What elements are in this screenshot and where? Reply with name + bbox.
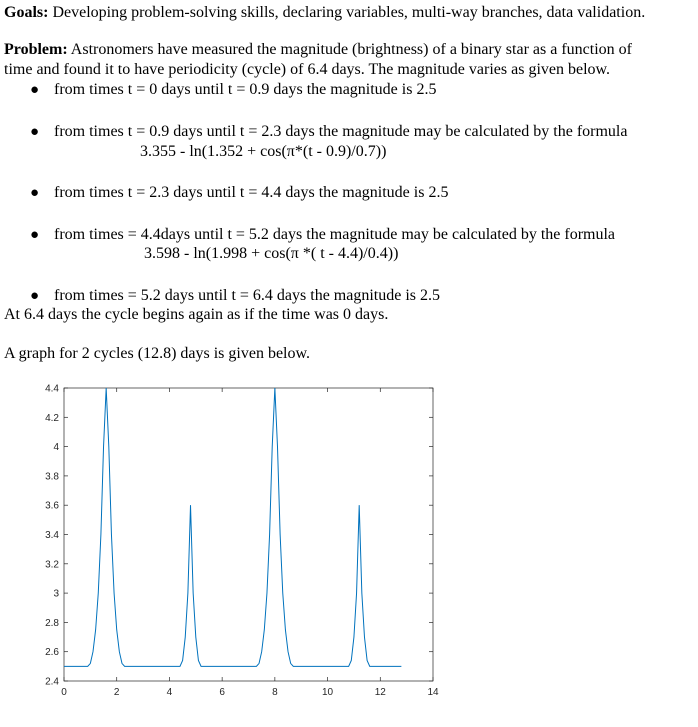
goals-line: [4, 4, 645, 22]
bullet-item-3: [30, 184, 448, 202]
bullet-icon: ●: [30, 288, 40, 304]
bullet-text-5: from times = 5.2 days until t = 6.4 days the magnitude is 2.5: [54, 287, 441, 304]
y-tick-label: 3.4: [45, 530, 59, 541]
y-tick-label: 3.2: [45, 559, 59, 571]
x-tick-label: 12: [374, 687, 386, 698]
bullet-icon: ●: [30, 185, 40, 201]
x-tick-label: 4: [166, 687, 173, 698]
formula-1: 3.355 - ln(1.352 + cos(π*(t - 0.9)/0.7)): [140, 143, 387, 160]
bullet-icon: ●: [30, 227, 40, 243]
cycle-note: At 6.4 days the cycle begins again as if the time was 0 days.: [4, 306, 389, 323]
x-tick-label: 6: [219, 687, 225, 698]
x-tick-label: 2: [113, 687, 120, 698]
goals-label: Goals:: [4, 4, 49, 21]
y-tick-label: 4.2: [45, 412, 59, 424]
bullet-item-2: [30, 123, 627, 141]
problem-label: Problem:: [4, 41, 68, 58]
bullet-icon: ●: [30, 124, 40, 140]
x-tick-label: 0: [61, 687, 67, 698]
bullet-text-1: from times t = 0 days until t = 0.9 days the magnitude is 2.5: [54, 81, 437, 98]
y-tick-label: 3.8: [45, 471, 59, 483]
bullet-text-3: from times t = 2.3 days until t = 4.4 days the magnitude is 2.5: [54, 184, 449, 201]
magnitude-chart: [0, 372, 460, 712]
bullet-item-4: [30, 226, 615, 244]
y-tick-label: 3: [53, 588, 59, 600]
bullet-item-5: [30, 287, 440, 305]
bullet-text-4: from times = 4.4days until t = 5.2 days the magnitude may be calculated by the formula: [54, 226, 616, 243]
plot-area: [64, 388, 433, 681]
x-tick-label: 8: [272, 687, 278, 698]
problem-line-2: time and found it to have periodicity (cycle) of 6.4 days. The magnitude varies as given below.: [4, 61, 611, 78]
graph-intro: A graph for 2 cycles (12.8) days is given below.: [4, 345, 310, 362]
y-tick-label: 2.4: [45, 676, 59, 688]
goals-text: Developing problem-solving skills, declaring variables, multi-way branches, data validation.: [48, 4, 646, 21]
x-tick-label: 10: [322, 687, 334, 698]
bullet-text-2: from times t = 0.9 days until t = 2.3 days the magnitude may be calculated by the formula: [54, 123, 628, 140]
y-tick-label: 2.6: [45, 647, 59, 659]
bullet-item-1: [30, 81, 436, 99]
y-tick-label: 2.8: [45, 617, 59, 629]
y-tick-label: 4.4: [45, 383, 59, 395]
y-tick-label: 3.6: [45, 500, 59, 512]
problem-text-1: Astronomers have measured the magnitude (brightness) of a binary star as a function of: [67, 41, 632, 58]
bullet-icon: ●: [30, 82, 40, 98]
y-tick-label: 4: [53, 442, 59, 454]
problem-line-1: [4, 41, 632, 59]
formula-2: 3.598 - ln(1.998 + cos(π *( t - 4.4)/0.4)): [144, 245, 399, 262]
x-tick-label: 14: [427, 687, 439, 698]
